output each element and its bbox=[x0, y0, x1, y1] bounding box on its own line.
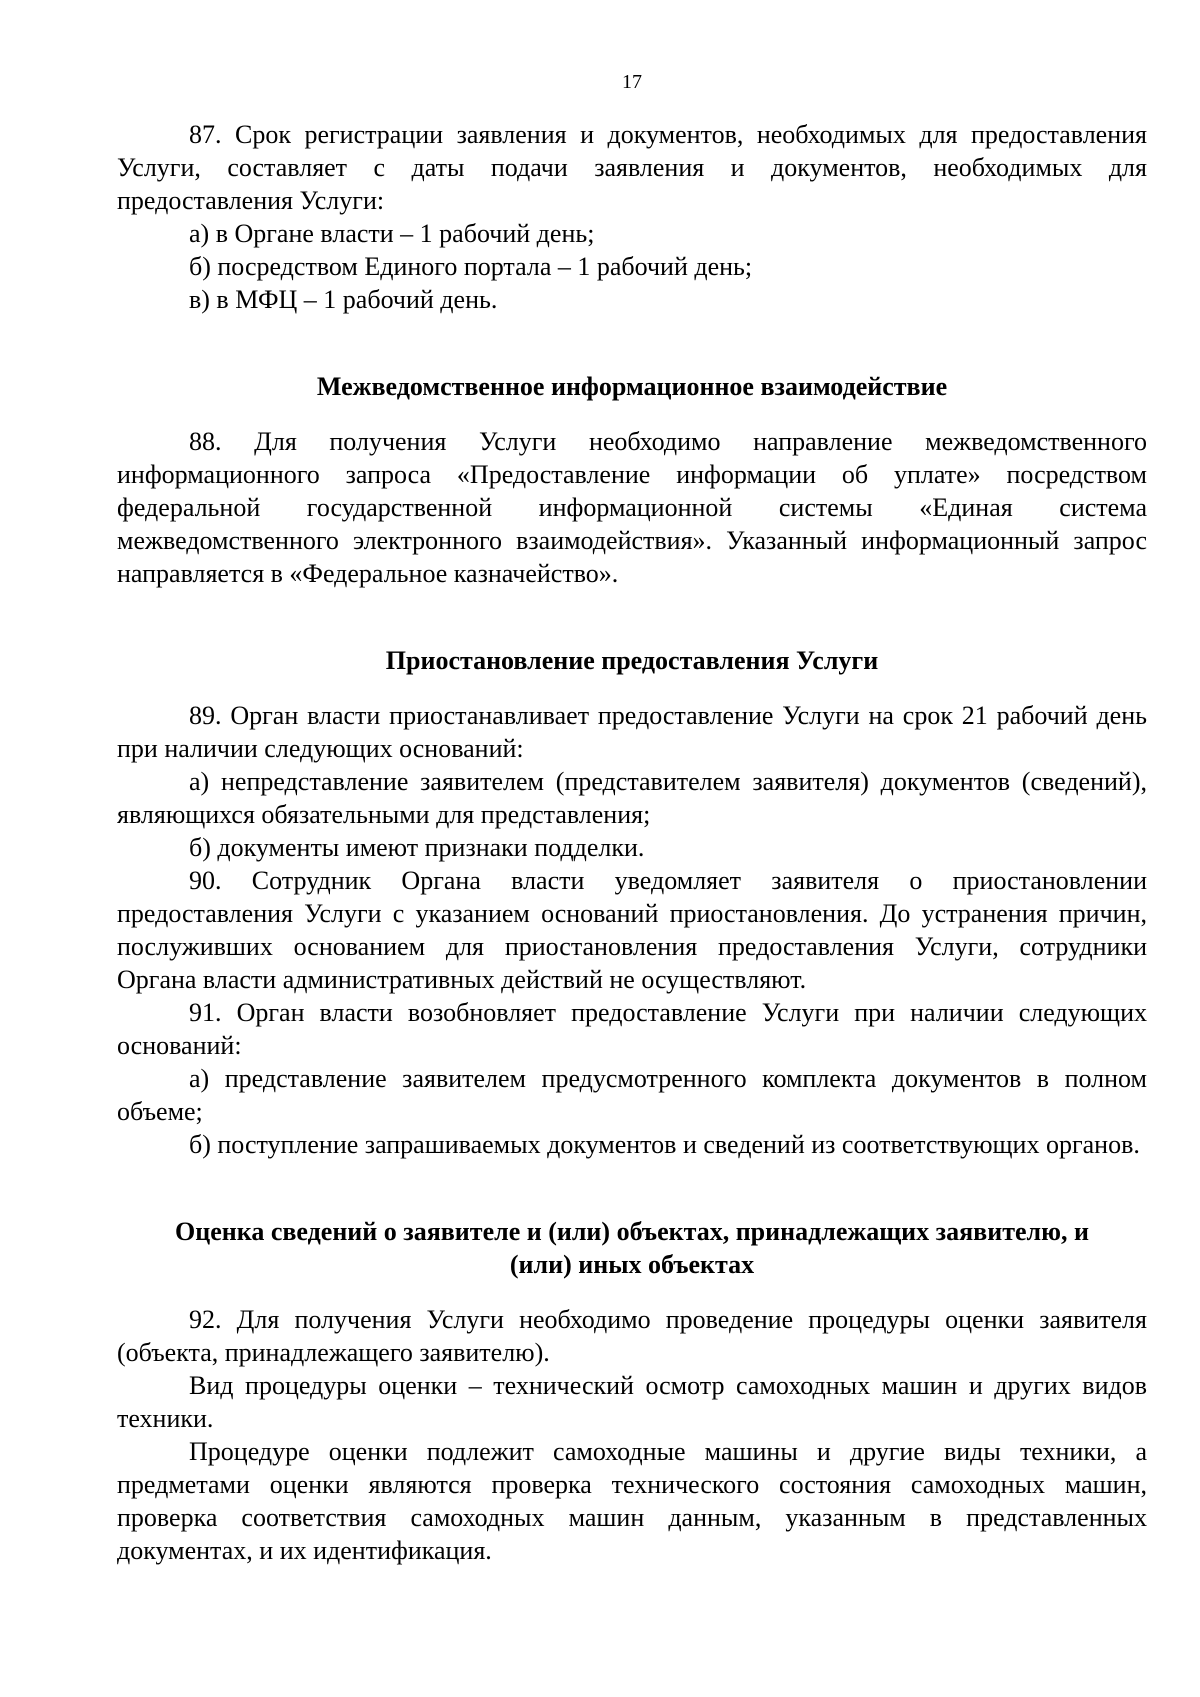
section-suspension bbox=[117, 644, 1147, 1161]
section-applicant-assessment bbox=[117, 1215, 1147, 1567]
paragraph-91: 91. Орган власти возобновляет предоставление Услуги при наличии следующих оснований: bbox=[117, 998, 1147, 1060]
list-item-a: а) представление заявителем предусмотренного комплекта документов в полном объеме; bbox=[117, 1064, 1147, 1126]
list-item-b: б) документы имеют признаки подделки. bbox=[189, 833, 645, 862]
paragraph-assessment-subject: Процедуре оценки подлежит самоходные машины и другие виды техники, а предметами оценки являются проверка технического состояния самоходных машин, проверка соответствия самоходных машин данным, указанным в представленных документах, и их идентификация. bbox=[117, 1437, 1147, 1565]
section-heading: Межведомственное информационное взаимодействие bbox=[316, 372, 948, 401]
list-item-a: а) непредставление заявителем (представителем заявителя) документов (сведений), являющихся обязательными для представления; bbox=[117, 767, 1147, 829]
paragraph-90: 90. Сотрудник Органа власти уведомляет заявителя о приостановлении предоставления Услуги с указанием оснований приостановления. До устранения причин, послуживших основанием для приостановления предоставления Услуги, сотрудники Органа власти административных действий не осуществляют. bbox=[117, 866, 1147, 994]
paragraph-assessment-type: Вид процедуры оценки – технический осмотр самоходных машин и других видов техники. bbox=[117, 1371, 1147, 1433]
paragraph-92: 92. Для получения Услуги необходимо проведение процедуры оценки заявителя (объекта, принадлежащего заявителю). bbox=[117, 1305, 1147, 1367]
document-page bbox=[117, 60, 1147, 1567]
list-item-a: а) в Органе власти – 1 рабочий день; bbox=[189, 219, 595, 248]
page-number: 17 bbox=[622, 71, 642, 93]
list-item-b: б) посредством Единого портала – 1 рабочий день; bbox=[189, 252, 753, 281]
section-heading bbox=[117, 1215, 1147, 1281]
section-interagency-interaction bbox=[117, 370, 1147, 590]
paragraph-88: 88. Для получения Услуги необходимо направление межведомственного информационного запроса «Предоставление информации об уплате» посредством федеральной государственной информационной системы «Единая система межведомственного электронного взаимодействия». Указанный информационный запрос направляется в «Федеральное казначейство». bbox=[117, 427, 1147, 588]
section-registration-terms bbox=[117, 118, 1147, 316]
list-item-b: б) поступление запрашиваемых документов и сведений из соответствующих органов. bbox=[189, 1130, 1140, 1159]
section-heading: Приостановление предоставления Услуги bbox=[385, 646, 879, 675]
list-item-v: в) в МФЦ – 1 рабочий день. bbox=[189, 285, 498, 314]
section-heading-line: (или) иных объектах bbox=[509, 1250, 755, 1279]
paragraph-87: 87. Срок регистрации заявления и документов, необходимых для предоставления Услуги, составляет с даты подачи заявления и документов, необходимых для предоставления Услуги: bbox=[117, 120, 1147, 215]
section-heading-line: Оценка сведений о заявителе и (или) объектах, принадлежащих заявителю, и bbox=[175, 1217, 1089, 1246]
paragraph-89: 89. Орган власти приостанавливает предоставление Услуги на срок 21 рабочий день при наличии следующих оснований: bbox=[117, 701, 1147, 763]
